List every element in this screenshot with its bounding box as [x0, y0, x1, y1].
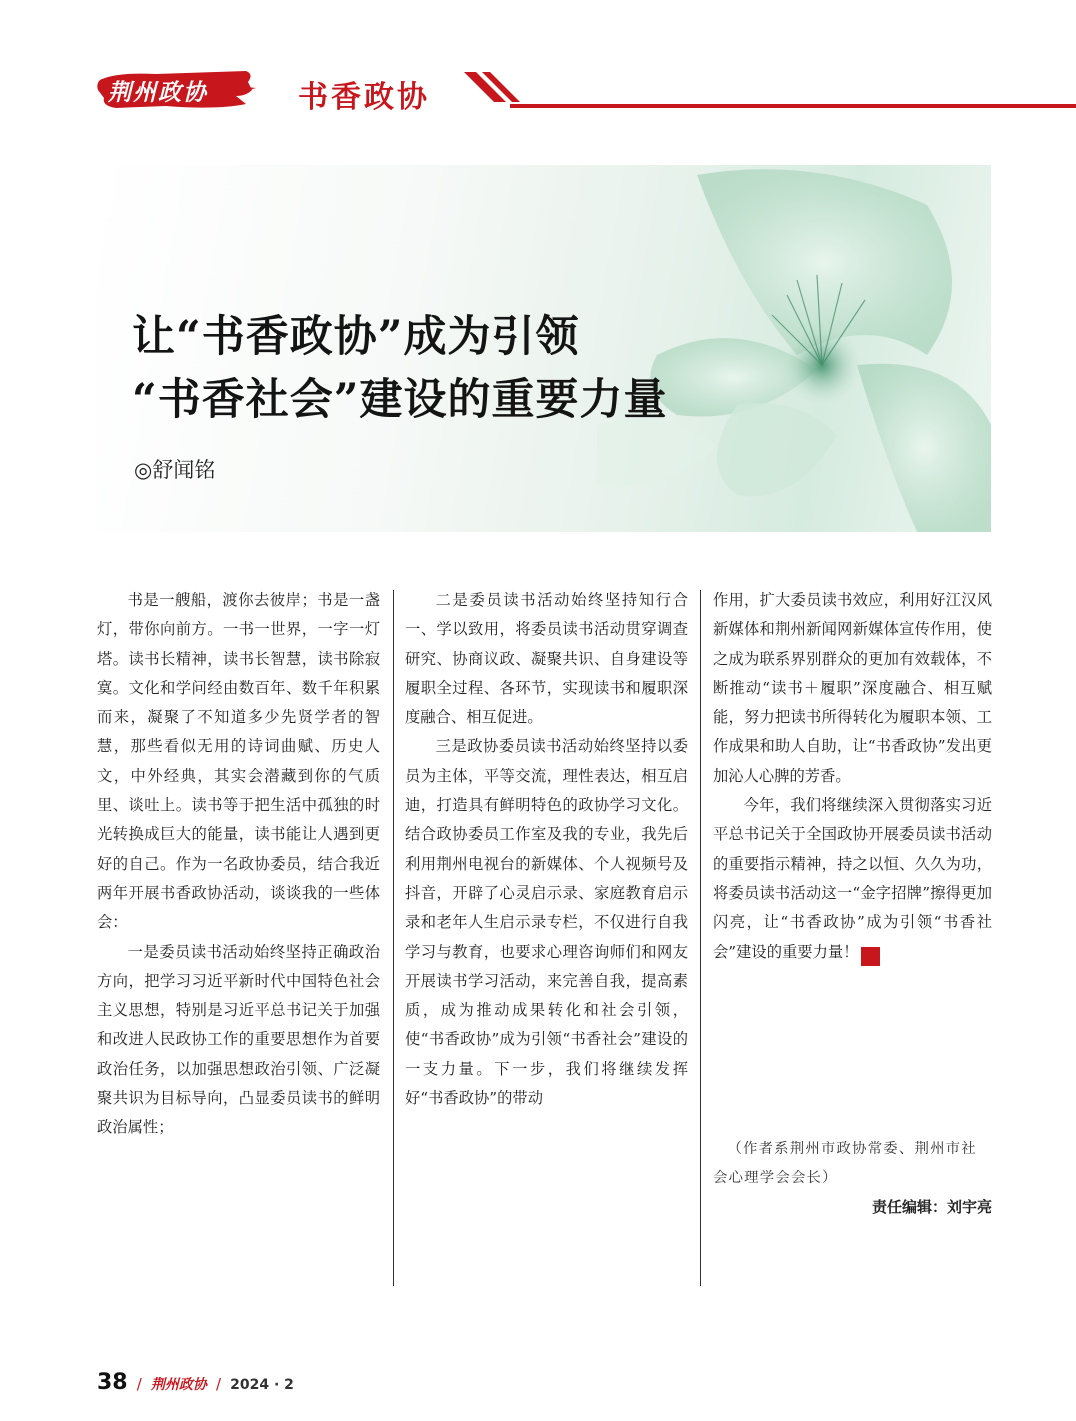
- author-note-text: （作者系荆州市政协常委、荆州市社会心理学会会长）: [713, 1141, 977, 1187]
- footer-brand: 荆州政协: [150, 1377, 207, 1393]
- header-decoration: [440, 68, 1076, 110]
- end-mark-icon: 协: [861, 947, 880, 966]
- paragraph: 一是委员读书活动始终坚持正确政治方向，把学习习近平新时代中国特色社会主义思想，特别是习近平总书记关于加强和改进人民政协工作的重要思想作为首要政治任务，以加强思想政治引领、广泛凝聚共识为目标导向，凸显委员读书的鲜明政治属性；: [97, 942, 380, 1137]
- page-footer: [97, 1370, 294, 1395]
- masthead-brand: 荆州政协: [108, 79, 208, 106]
- page-number: 38: [97, 1370, 128, 1395]
- paragraph: 作用，扩大委员读书效应，利用好江汉风新媒体和荆州新闻网新媒体宣传作用，使之成为联系界别群众的更加有效载体，不断推动“读书＋履职”深度融合、相互赋能，努力把读书所得转化为履职本领、工作成果和助人自助，让“书香政协”发出更加沁人心脾的芳香。: [713, 591, 992, 785]
- footer-separator: /: [136, 1375, 142, 1393]
- author-byline: ◎舒闻铭: [134, 458, 216, 482]
- author-note: [713, 1135, 992, 1194]
- paragraph-text: 今年，我们将继续深入贯彻落实习近平总书记关于全国政协开展委员读书活动的重要指示精神，持之以恒、久久为功，将委员读书活动这一“金字招牌”擦得更加闪亮，让“书香政协”成为引领“书香社会”建设的重要力量！: [713, 796, 992, 961]
- paragraph: 二是委员读书活动始终坚持知行合一、学以致用，将委员读书活动贯穿调查研究、协商议政、凝聚共识、自身建设等履职全过程、各环节，实现读书和履职深度融合、相互促进。: [405, 591, 688, 727]
- paragraph: [713, 791, 992, 967]
- issue-number: 2024 · 2: [230, 1377, 294, 1393]
- article-column-2: [405, 586, 688, 1113]
- article-column-1: [97, 586, 380, 1143]
- article-column-3: [713, 586, 992, 967]
- paragraph: 三是政协委员读书活动始终坚持以委员为主体，平等交流，理性表达，相互启迪，打造具有鲜明特色的政协学习文化。结合政协委员工作室及我的专业，我先后利用荆州电视台的新媒体、个人视频号及抖音，开辟了心灵启示录、家庭教育启示录和老年人生启示录专栏，不仅进行自我学习与教育，也要求心理咨询师们和网友开展读书学习活动，来完善自我，提高素质，成为推动成果转化和社会引领，使“书香政协”成为引领“书香社会”建设的一支力量。下一步，我们将继续发挥好“书香政协”的带动: [405, 737, 688, 1108]
- paragraph: 书是一艘船，渡你去彼岸；书是一盏灯，带你向前方。一书一世界，一字一灯塔。读书长精神，读书长智慧，读书除寂寞。文化和学问经由数百年、数千年积累而来，凝聚了不知道多少先贤学者的智慧，那些看似无用的诗词曲赋、历史人文，中外经典，其实会潜藏到你的气质里、谈吐上。读书等于把生活中孤独的时光转换成巨大的能量，读书能让人遇到更好的自己。作为一名政协委员，结合我近两年开展书香政协活动，谈谈我的一些体会：: [97, 591, 380, 932]
- column-divider: [393, 590, 394, 1286]
- article-title-line2: “书香社会”建设的重要力量: [132, 375, 668, 425]
- footer-separator: /: [215, 1375, 222, 1393]
- column-title: 书香政协: [298, 80, 430, 115]
- responsible-editor: 责任编辑：刘宇亮: [871, 1198, 992, 1216]
- article-title-line1: 让“书香政协”成为引领: [132, 312, 580, 362]
- column-divider: [700, 590, 701, 1286]
